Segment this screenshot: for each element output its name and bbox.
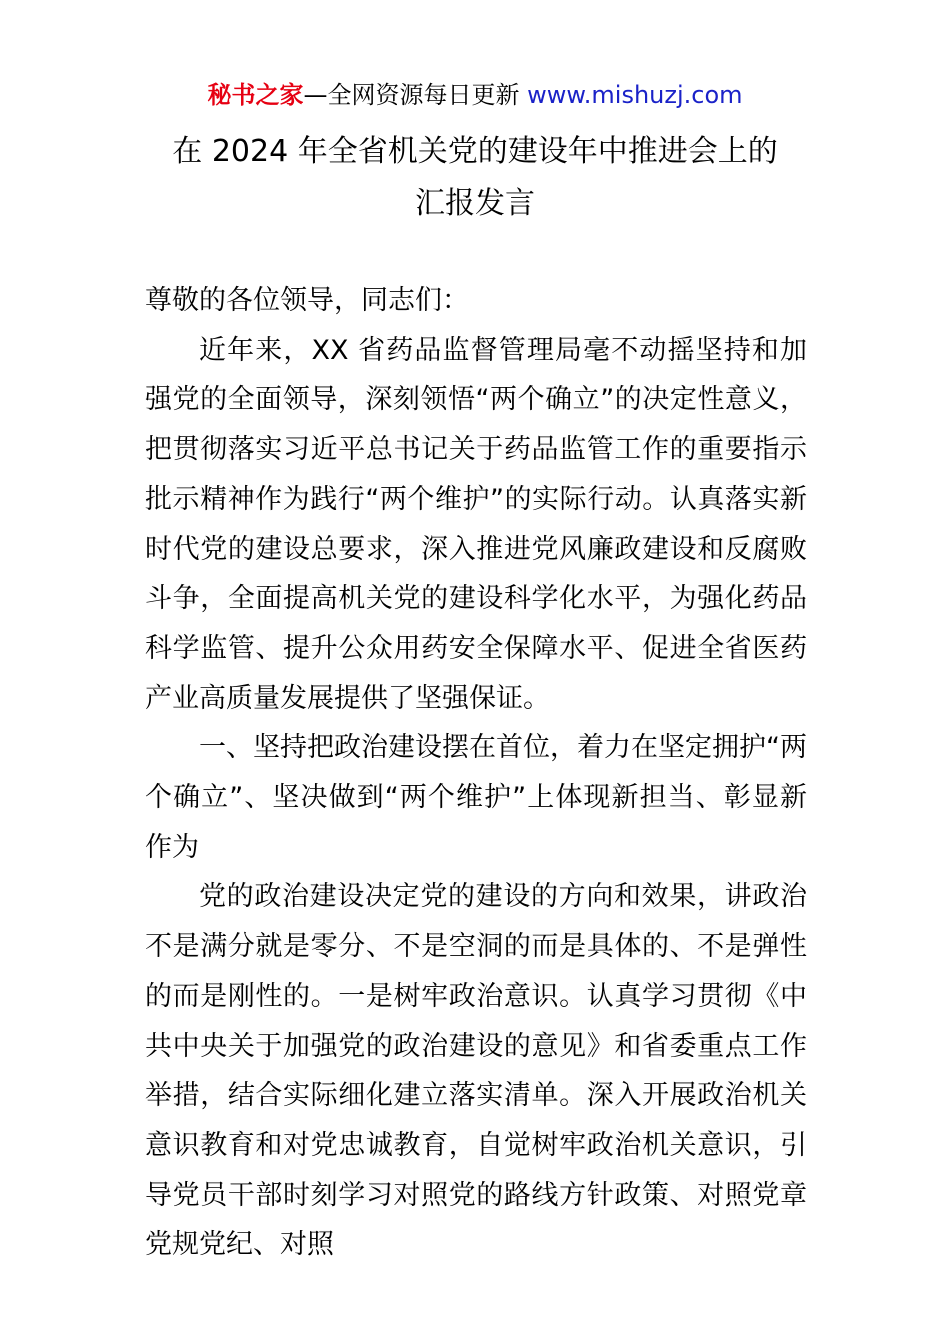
title-line-2: 汇报发言	[415, 186, 535, 221]
site-header	[0, 78, 950, 112]
paragraph-section-1: 党的政治建设决定党的建设的方向和效果，讲政治不是满分就是零分、不是空洞的而是具体的、不是弹性的而是刚性的。一是树牢政治意识。认真学习贯彻《中共中央关于加强党的政治建设的意见》和省委重点工作举措，结合实际细化建立落实清单。深入开展政治机关意识教育和对党忠诚教育，自觉树牢政治机关意识，引导党员干部时刻学习对照党的路线方针政策、对照党章党规党纪、对照	[145, 881, 807, 1261]
document-body	[145, 276, 807, 1270]
title-line-1: 在 2024 年全省机关党的建设年中推进会上的	[172, 134, 778, 169]
section-heading-1: 一、坚持把政治建设摆在首位，着力在坚定拥护“两个确立”、坚决做到“两个维护”上体现新担当、彰显新作为	[145, 732, 807, 863]
salutation: 尊敬的各位领导，同志们：	[145, 285, 469, 316]
paragraph-intro: 近年来，XX 省药品监督管理局毫不动摇坚持和加强党的全面领导，深刻领悟“两个确立”的决定性意义，把贯彻落实习近平总书记关于药品监管工作的重要指示批示精神作为践行“两个维护”的实际行动。认真落实新时代党的建设总要求，深入推进党风廉政建设和反腐败斗争，全面提高机关党的建设科学化水平，为强化药品科学监管、提升公众用药安全保障水平、促进全省医药产业高质量发展提供了坚强保证。	[145, 334, 807, 714]
header-tagline: —全网资源每日更新	[303, 81, 528, 109]
brand-name: 秘书之家	[207, 81, 304, 109]
document-title	[0, 126, 950, 230]
site-url-link[interactable]: www.mishuzj.com	[527, 81, 743, 109]
